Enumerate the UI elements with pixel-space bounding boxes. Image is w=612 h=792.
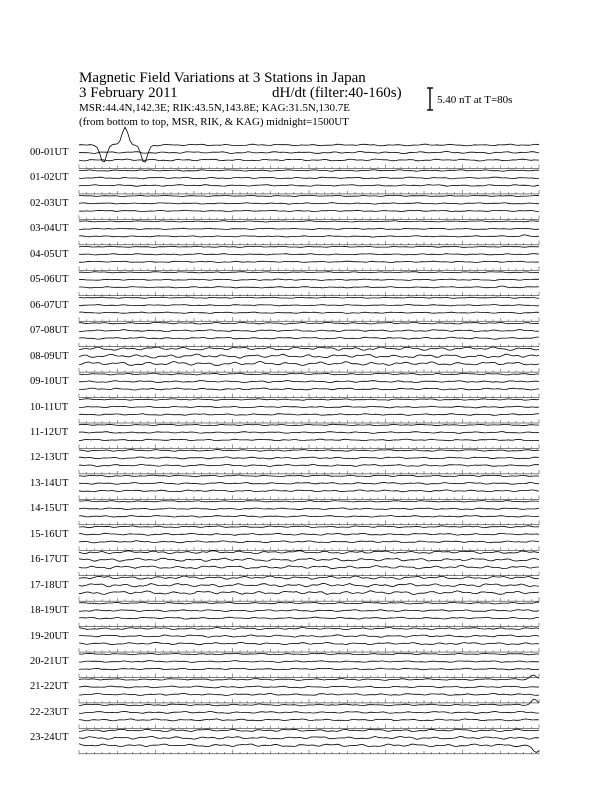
trace-msr [79,642,539,645]
trace-rik [79,254,539,255]
trace-msr [79,617,539,619]
trace-kag [79,424,539,425]
hour-label: 14-15UT [30,503,69,515]
hour-row [79,322,539,346]
trace-kag [79,628,539,630]
hour-label: 22-23UT [30,706,69,718]
trace-kag [79,501,539,502]
trace-rik [79,432,539,434]
trace-rik [79,354,539,358]
hour-label: 11-12UT [30,426,69,438]
trace-rik [79,686,539,688]
station-coordinates: MSR:44.4N,142.3E; RIK:43.5N,143.8E; KAG:31.5N,130.7E [79,102,351,114]
trace-msr [79,591,539,595]
trace-msr [79,388,539,390]
hour-label: 17-18UT [30,579,69,591]
scale-bar [427,88,433,110]
trace-rik [79,508,539,510]
chart-quantity: dH/dt (filter:40-160s) [272,85,402,101]
trace-kag [79,450,539,452]
hour-row [79,501,539,525]
hour-row [79,475,539,499]
trace-msr [79,337,539,339]
trace-rik [79,457,539,459]
hour-row [79,170,539,194]
trace-msr [79,235,539,237]
trace-kag [79,729,539,732]
trace-kag [79,526,539,528]
trace-rik [79,711,539,713]
chart-title: Magnetic Field Variations at 3 Stations in Japan [79,70,366,86]
trace-msr [79,490,539,492]
hour-label: 23-24UT [30,732,69,744]
hour-label: 10-11UT [30,401,69,413]
scale-bar-label: 5.40 nT at T=80s [437,94,513,106]
trace-kag [79,195,539,196]
trace-rik [79,482,539,484]
hour-row [79,602,539,627]
trace-kag [79,127,539,162]
trace-msr [79,541,539,543]
trace-msr [79,439,539,441]
hour-label: 19-20UT [30,630,69,642]
hour-label: 15-16UT [30,528,69,540]
trace-kag [79,297,539,298]
traces [79,127,539,754]
hour-row [79,399,539,423]
trace-rik [79,736,539,739]
hour-label: 18-19UT [30,605,69,617]
trace-rik [79,381,539,383]
trace-rik [79,635,539,638]
hour-label: 05-06UT [30,274,69,286]
hour-label: 07-08UT [30,325,69,337]
hour-label: 08-09UT [30,350,69,362]
trace-rik [79,203,539,205]
trace-msr [79,414,539,416]
trace-rik [79,406,539,408]
hour-label: 00-01UT [30,147,69,158]
hour-row [79,221,539,245]
trace-msr [79,515,539,517]
hour-row [79,653,539,677]
trace-msr [79,159,539,161]
hour-row [79,373,539,397]
trace-msr [79,312,539,313]
station-order-note: (from bottom to top, MSR, RIK, & KAG) midnight=1500UT [79,116,349,128]
hour-row [79,127,539,168]
trace-rik [79,610,539,612]
trace-msr [79,565,539,569]
trace-rik [79,533,539,535]
trace-msr [79,465,539,467]
hour-row [79,675,539,703]
trace-msr [79,668,539,670]
trace-kag [79,653,539,655]
hour-label: 06-07UT [30,299,69,311]
trace-kag [79,602,539,604]
hour-label: 21-22UT [30,681,69,693]
hour-row [79,195,539,219]
hour-row [79,628,539,653]
trace-kag [79,221,539,222]
trace-rik [79,279,539,281]
trace-msr [79,210,539,211]
hour-row [79,450,539,474]
trace-msr [79,261,539,262]
trace-kag [79,576,539,579]
hour-label: 09-10UT [30,376,69,388]
hour-label: 16-17UT [30,554,69,566]
trace-rik [79,228,539,229]
trace-msr [79,185,539,187]
trace-msr [79,719,539,721]
chart-date: 3 February 2011 [79,85,178,101]
trace-kag [79,246,539,247]
trace-rik [79,305,539,306]
trace-kag [79,347,539,350]
trace-kag [79,170,539,171]
trace-msr [79,361,539,365]
trace-rik [79,583,539,587]
hour-row [79,526,539,550]
hour-row [79,424,539,448]
trace-kag [79,551,539,554]
trace-rik [79,330,539,332]
hour-label: 01-02UT [30,172,69,184]
trace-rik [79,661,539,663]
trace-kag [79,272,539,273]
trace-kag [79,373,539,375]
hour-row [79,246,539,270]
hour-label: 02-03UT [30,197,69,209]
trace-kag [79,399,539,401]
hour-label: 12-13UT [30,452,69,464]
hour-label: 03-04UT [30,223,69,235]
hour-row [79,297,539,321]
hour-row [79,729,539,754]
trace-kag [79,475,539,477]
hour-row [79,347,539,372]
trace-kag [79,322,539,324]
hour-label: 04-05UT [30,248,69,260]
trace-msr [79,693,539,695]
hour-label: 13-14UT [30,477,69,489]
hour-row [79,551,539,576]
trace-rik [79,177,539,179]
trace-rik [79,558,539,561]
hour-row [79,576,539,601]
trace-msr [79,286,539,288]
hour-label: 20-21UT [30,656,69,667]
hour-row [79,699,539,728]
hour-row [79,272,539,296]
